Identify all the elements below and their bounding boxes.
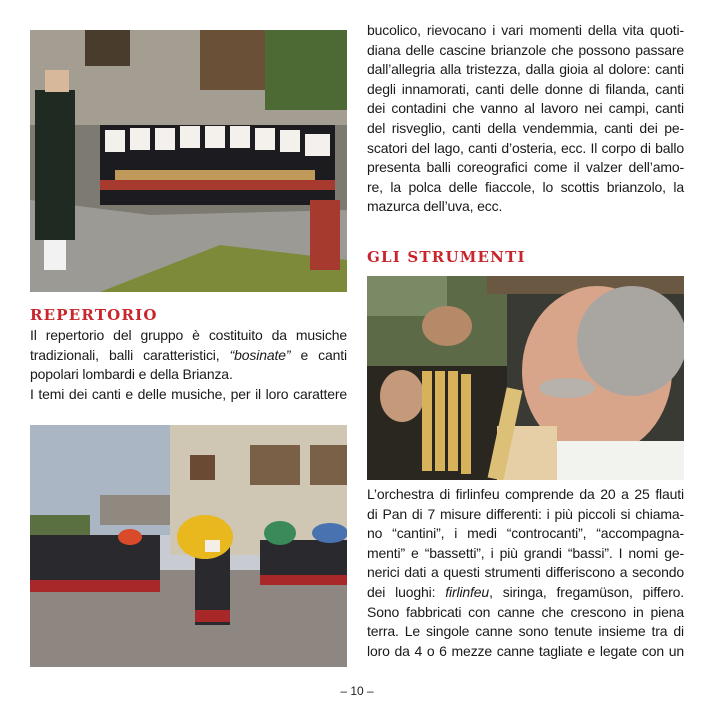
text-line: dei contadini che vanno al lavoro nei campi, canti xyxy=(367,100,684,117)
text-line: I temi dei canti e delle musiche, per il loro carattere xyxy=(30,385,347,402)
text-line: loro da 4 o 6 mezze canne tagliate e legate con un xyxy=(367,642,684,659)
text-line: L’orchestra di firlinfeu comprende da 20 a 25 flauti xyxy=(367,486,684,502)
text-line: scatori del lago, canti d’osteria, ecc. Il corpo di ballo xyxy=(367,139,684,156)
text-line: bucolico, rievocano i vari momenti della vita quoti- xyxy=(367,22,684,38)
text-line: re, la polca delle fiaccole, lo scottis brianzolo, la xyxy=(367,178,684,195)
repertorio-text-continued xyxy=(367,21,684,217)
text-line: dei luoghi: firlinfeu, siringa, fregamüson, piffero. xyxy=(367,583,684,600)
text-line: di Pan di 7 misure differenti: i più piccoli si chiama- xyxy=(367,505,684,522)
text-line: tradizionali, balli caratteristici, “bosinate” e canti xyxy=(30,346,347,363)
text-line: Sono fabbricati con canne che crescono in piena xyxy=(367,603,684,620)
text-line: terra. Le singole canne sono tenute insieme tra di xyxy=(367,623,684,640)
text-line: menti” e “bassetti”, i più grandi “bassi”. I nomi ge- xyxy=(367,544,684,561)
strumenti-text xyxy=(367,485,684,661)
page-number: – 10 – xyxy=(340,684,374,698)
text-line: del risveglio, canti della vendemmia, canti dei pe- xyxy=(367,119,684,136)
text-line: mazurca dell’uva, ecc. xyxy=(367,198,503,215)
photo-choir-group xyxy=(30,30,347,292)
text-line: presenta balli coreografici come il valzer dell’amo- xyxy=(367,159,684,176)
text-line: nerici dati a questi strumenti differiscono a secondo xyxy=(367,564,684,581)
photo-dancers-umbrellas xyxy=(30,425,347,667)
text-line: Il repertorio del gruppo è costituito da musiche xyxy=(30,327,347,343)
text-line: no “cantini”, i medi “controcanti”, “accompagna- xyxy=(367,525,684,542)
heading-gli-strumenti: GLI STRUMENTI xyxy=(367,248,526,266)
text-line: popolari lombardi e della Brianza. xyxy=(30,366,233,383)
heading-repertorio: REPERTORIO xyxy=(30,306,158,324)
text-line: degli innamorati, canti delle donne di filanda, canti xyxy=(367,80,684,97)
repertorio-text xyxy=(30,326,347,404)
italic-term: “bosinate” xyxy=(229,346,291,363)
text-line: diana delle cascine brianzole che possono passare xyxy=(367,41,684,58)
photo-firlinfeu-player xyxy=(367,276,684,480)
italic-term: firlinfeu xyxy=(445,583,490,600)
text-line: dall’allegria alla tristezza, dalla gioia al dolore: canti xyxy=(367,61,684,78)
